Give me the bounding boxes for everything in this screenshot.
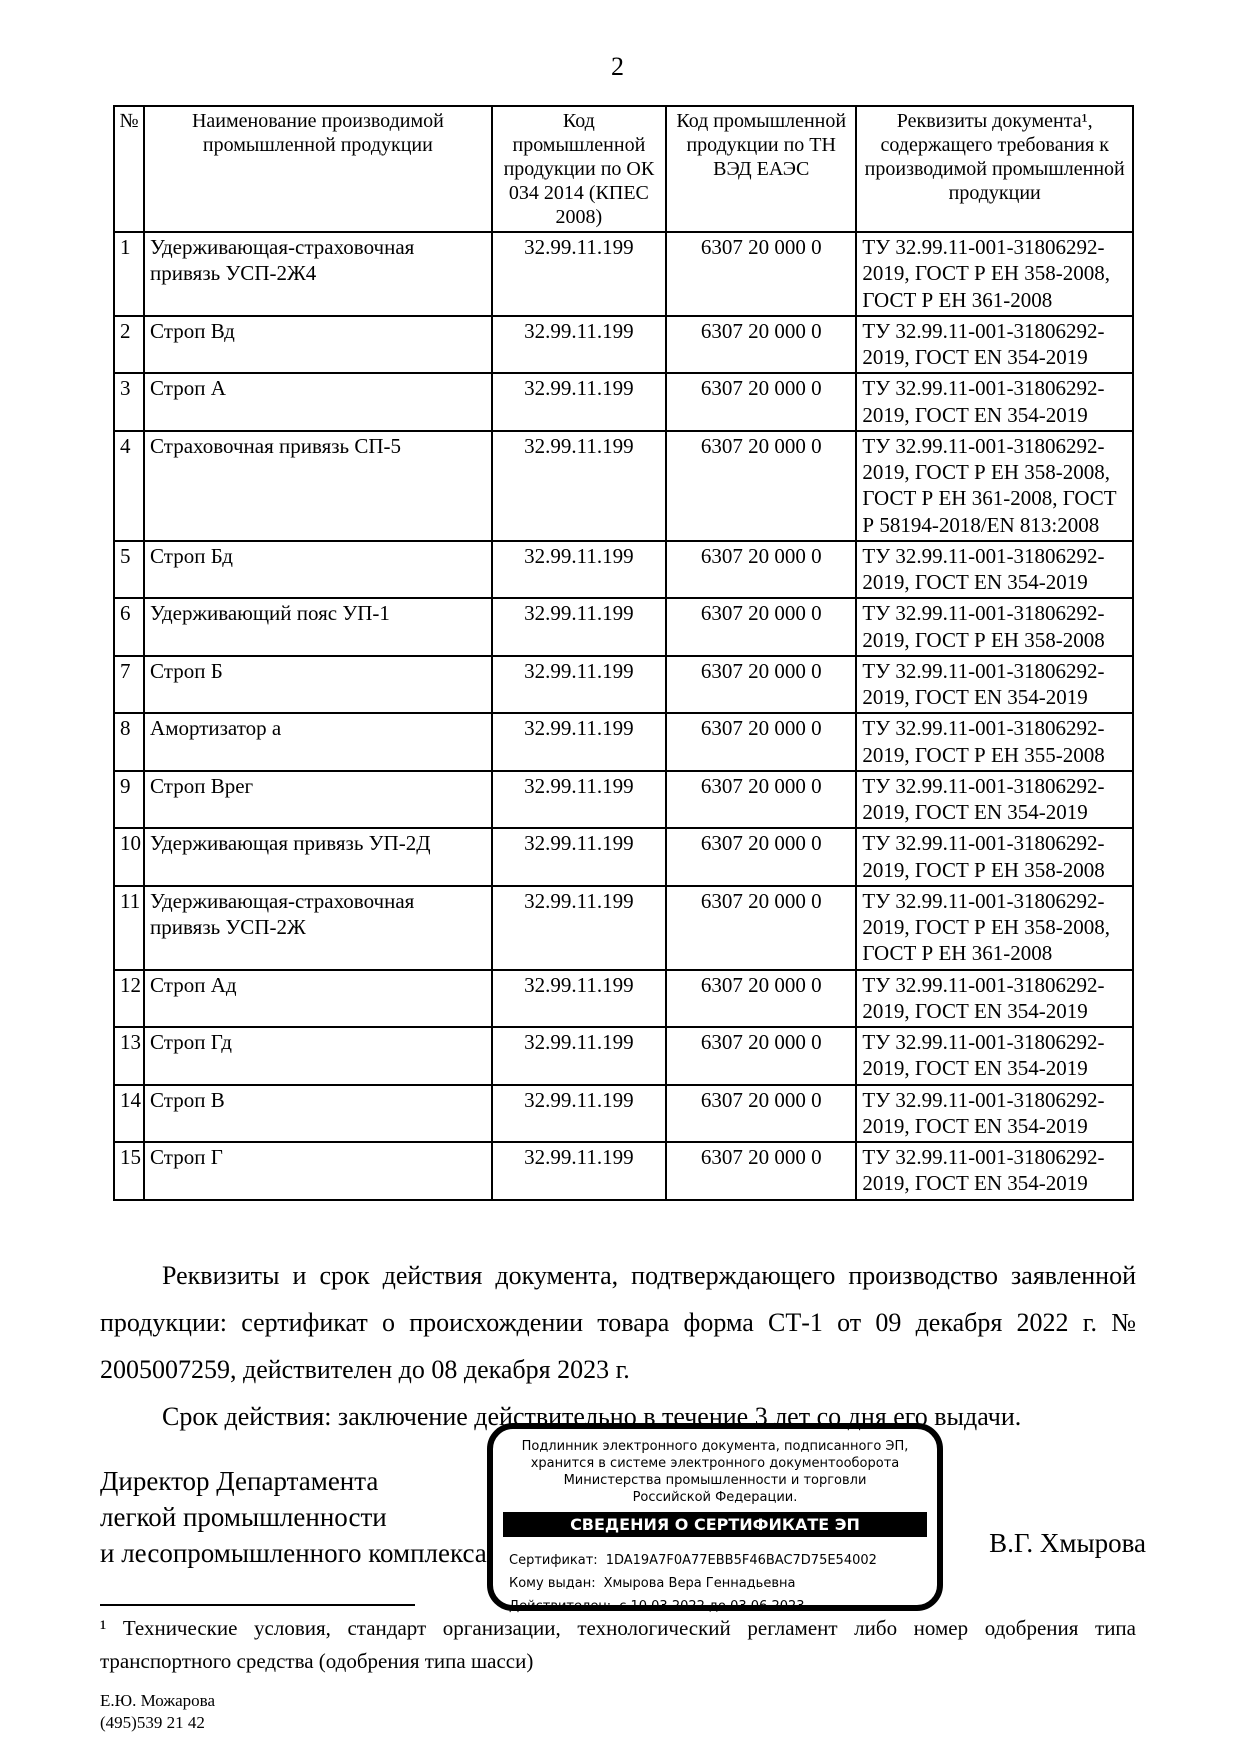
header-product-name: Наименование производимой промышленной продукции bbox=[144, 106, 492, 232]
table-row bbox=[114, 970, 1133, 1028]
table-header-row bbox=[114, 106, 1133, 232]
page-number: 2 bbox=[611, 52, 624, 81]
issued-to-label: Кому выдан: bbox=[509, 1576, 596, 1591]
product-name: Строп Б bbox=[144, 656, 492, 714]
product-name: Удерживающий пояс УП-1 bbox=[144, 598, 492, 656]
contact-phone: (495)539 21 42 bbox=[100, 1713, 205, 1732]
okpd-code: 32.99.11.199 bbox=[492, 713, 666, 771]
document-requisites: ТУ 32.99.11-001-31806292-2019, ГОСТ Р ЕН 358-2008, ГОСТ Р ЕН 361-2008 bbox=[856, 232, 1133, 316]
stamp-header-line: Российской Федерации. bbox=[632, 1490, 798, 1505]
okpd-code: 32.99.11.199 bbox=[492, 1027, 666, 1085]
okpd-code: 32.99.11.199 bbox=[492, 1085, 666, 1143]
product-name: Страховочная привязь СП-5 bbox=[144, 431, 492, 541]
row-number: 7 bbox=[114, 656, 144, 714]
table-row bbox=[114, 713, 1133, 771]
issued-to-line bbox=[509, 1572, 937, 1595]
okpd-code: 32.99.11.199 bbox=[492, 373, 666, 431]
document-requisites: ТУ 32.99.11-001-31806292-2019, ГОСТ EN 354-2019 bbox=[856, 1142, 1133, 1200]
okpd-code: 32.99.11.199 bbox=[492, 656, 666, 714]
certificate-label: Сертификат: bbox=[509, 1553, 598, 1568]
product-name: Строп В bbox=[144, 1085, 492, 1143]
row-number: 6 bbox=[114, 598, 144, 656]
product-name: Строп Ад bbox=[144, 970, 492, 1028]
tnved-code: 6307 20 000 0 bbox=[666, 1142, 856, 1200]
row-number: 5 bbox=[114, 541, 144, 599]
valid-value: с 10.03.2022 до 03.06.2023 bbox=[619, 1599, 805, 1614]
electronic-signature-stamp bbox=[487, 1423, 943, 1614]
okpd-code: 32.99.11.199 bbox=[492, 970, 666, 1028]
tnved-code: 6307 20 000 0 bbox=[666, 656, 856, 714]
row-number: 14 bbox=[114, 1085, 144, 1143]
row-number: 8 bbox=[114, 713, 144, 771]
product-name: Строп А bbox=[144, 373, 492, 431]
products-table bbox=[113, 105, 1134, 1201]
row-number: 1 bbox=[114, 232, 144, 316]
header-okpd-code: Код промышленной продукции по ОК 034 2014 (КПЕС 2008) bbox=[492, 106, 666, 232]
tnved-code: 6307 20 000 0 bbox=[666, 598, 856, 656]
document-requisites: ТУ 32.99.11-001-31806292-2019, ГОСТ Р ЕН 358-2008 bbox=[856, 828, 1133, 886]
stamp-certificate-info bbox=[509, 1549, 937, 1618]
signer-position-line: Директор Департамента bbox=[100, 1466, 379, 1496]
table-row bbox=[114, 886, 1133, 970]
tnved-code: 6307 20 000 0 bbox=[666, 431, 856, 541]
row-number: 2 bbox=[114, 316, 144, 374]
tnved-code: 6307 20 000 0 bbox=[666, 373, 856, 431]
stamp-header-line: Министерства промышленности и торговли bbox=[563, 1473, 867, 1488]
header-document-requisites: Реквизиты документа¹, содержащего требования к производимой промышленной продукции bbox=[856, 106, 1133, 232]
signer-name: В.Г. Хмырова bbox=[989, 1528, 1146, 1558]
table-row bbox=[114, 541, 1133, 599]
document-requisites: ТУ 32.99.11-001-31806292-2019, ГОСТ EN 354-2019 bbox=[856, 970, 1133, 1028]
document-requisites: ТУ 32.99.11-001-31806292-2019, ГОСТ EN 354-2019 bbox=[856, 316, 1133, 374]
document-requisites: ТУ 32.99.11-001-31806292-2019, ГОСТ EN 354-2019 bbox=[856, 541, 1133, 599]
product-name: Строп Г bbox=[144, 1142, 492, 1200]
table-row bbox=[114, 771, 1133, 829]
table-row bbox=[114, 656, 1133, 714]
row-number: 15 bbox=[114, 1142, 144, 1200]
okpd-code: 32.99.11.199 bbox=[492, 886, 666, 970]
header-tnved-code: Код промышленной продукции по ТН ВЭД ЕАЭС bbox=[666, 106, 856, 232]
signer-position-line: легкой промышленности bbox=[100, 1502, 387, 1532]
document-requisites: ТУ 32.99.11-001-31806292-2019, ГОСТ EN 354-2019 bbox=[856, 656, 1133, 714]
certificate-value: 1DA19A7F0A77EBB5F46BAC7D75E54002 bbox=[605, 1553, 877, 1568]
table-header bbox=[114, 106, 1133, 232]
contact-name: Е.Ю. Можарова bbox=[100, 1691, 216, 1710]
product-name: Строп Вд bbox=[144, 316, 492, 374]
document-requisites: ТУ 32.99.11-001-31806292-2019, ГОСТ Р ЕН 358-2008 bbox=[856, 598, 1133, 656]
product-name: Строп Врег bbox=[144, 771, 492, 829]
table-row bbox=[114, 232, 1133, 316]
tnved-code: 6307 20 000 0 bbox=[666, 828, 856, 886]
table-row bbox=[114, 1085, 1133, 1143]
row-number: 11 bbox=[114, 886, 144, 970]
table-row bbox=[114, 828, 1133, 886]
stamp-header-line: Подлинник электронного документа, подписанного ЭП, bbox=[521, 1439, 909, 1454]
signer-position-line: и лесопромышленного комплекса bbox=[100, 1538, 487, 1568]
row-number: 12 bbox=[114, 970, 144, 1028]
tnved-code: 6307 20 000 0 bbox=[666, 1085, 856, 1143]
valid-period-line bbox=[509, 1595, 937, 1618]
okpd-code: 32.99.11.199 bbox=[492, 771, 666, 829]
row-number: 9 bbox=[114, 771, 144, 829]
okpd-code: 32.99.11.199 bbox=[492, 541, 666, 599]
tnved-code: 6307 20 000 0 bbox=[666, 886, 856, 970]
product-name: Удерживающая привязь УП-2Д bbox=[144, 828, 492, 886]
document-requisites: ТУ 32.99.11-001-31806292-2019, ГОСТ EN 354-2019 bbox=[856, 771, 1133, 829]
contact-block bbox=[100, 1690, 215, 1734]
document-requisites: ТУ 32.99.11-001-31806292-2019, ГОСТ Р ЕН 355-2008 bbox=[856, 713, 1133, 771]
body-text bbox=[100, 1252, 1136, 1440]
tnved-code: 6307 20 000 0 bbox=[666, 970, 856, 1028]
row-number: 3 bbox=[114, 373, 144, 431]
tnved-code: 6307 20 000 0 bbox=[666, 713, 856, 771]
tnved-code: 6307 20 000 0 bbox=[666, 1027, 856, 1085]
certificate-line bbox=[509, 1549, 937, 1572]
stamp-header bbox=[493, 1438, 937, 1506]
row-number: 13 bbox=[114, 1027, 144, 1085]
product-name: Удерживающая-страховочная привязь УСП-2Ж bbox=[144, 886, 492, 970]
document-requisites: ТУ 32.99.11-001-31806292-2019, ГОСТ Р ЕН 358-2008, ГОСТ Р ЕН 361-2008 bbox=[856, 886, 1133, 970]
table-row bbox=[114, 1142, 1133, 1200]
row-number: 10 bbox=[114, 828, 144, 886]
document-requisites: ТУ 32.99.11-001-31806292-2019, ГОСТ Р ЕН 358-2008, ГОСТ Р ЕН 361-2008, ГОСТ Р 58194-2018/EN 813:2008 bbox=[856, 431, 1133, 541]
table-row bbox=[114, 598, 1133, 656]
okpd-code: 32.99.11.199 bbox=[492, 1142, 666, 1200]
product-name: Строп Бд bbox=[144, 541, 492, 599]
okpd-code: 32.99.11.199 bbox=[492, 232, 666, 316]
okpd-code: 32.99.11.199 bbox=[492, 431, 666, 541]
tnved-code: 6307 20 000 0 bbox=[666, 771, 856, 829]
table-row bbox=[114, 431, 1133, 541]
table-row bbox=[114, 373, 1133, 431]
product-name: Амортизатор а bbox=[144, 713, 492, 771]
product-name: Строп Гд bbox=[144, 1027, 492, 1085]
tnved-code: 6307 20 000 0 bbox=[666, 316, 856, 374]
okpd-code: 32.99.11.199 bbox=[492, 828, 666, 886]
tnved-code: 6307 20 000 0 bbox=[666, 232, 856, 316]
valid-label: Действителен: bbox=[509, 1599, 612, 1614]
row-number: 4 bbox=[114, 431, 144, 541]
table-row bbox=[114, 316, 1133, 374]
tnved-code: 6307 20 000 0 bbox=[666, 541, 856, 599]
okpd-code: 32.99.11.199 bbox=[492, 316, 666, 374]
footnote-separator bbox=[100, 1604, 415, 1606]
requisites-paragraph: Реквизиты и срок действия документа, подтверждающего производство заявленной продукции: сертификат о происхождении товара форма СТ-1 от 09 декабря 2022 г. № 2005007259, действителен до 08 декабря 2023 г. bbox=[100, 1261, 1136, 1384]
document-requisites: ТУ 32.99.11-001-31806292-2019, ГОСТ EN 354-2019 bbox=[856, 373, 1133, 431]
okpd-code: 32.99.11.199 bbox=[492, 598, 666, 656]
document-requisites: ТУ 32.99.11-001-31806292-2019, ГОСТ EN 354-2019 bbox=[856, 1027, 1133, 1085]
footnote-text: ¹ Технические условия, стандарт организации, технологический регламент либо номер одобрения типа транспортного средства (одобрения типа шасси) bbox=[100, 1616, 1136, 1673]
header-num: № bbox=[114, 106, 144, 232]
signature-block bbox=[100, 1463, 487, 1571]
validity-paragraph: Срок действия: заключение действительно в течение 3 лет со дня его выдачи. bbox=[162, 1402, 1022, 1431]
document-requisites: ТУ 32.99.11-001-31806292-2019, ГОСТ EN 354-2019 bbox=[856, 1085, 1133, 1143]
stamp-header-line: хранится в системе электронного документооборота bbox=[530, 1456, 900, 1471]
table-row bbox=[114, 1027, 1133, 1085]
product-name: Удерживающая-страховочная привязь УСП-2Ж4 bbox=[144, 232, 492, 316]
stamp-bar: СВЕДЕНИЯ О СЕРТИФИКАТЕ ЭП bbox=[503, 1512, 927, 1537]
issued-to-value: Хмырова Вера Геннадьевна bbox=[603, 1576, 796, 1591]
